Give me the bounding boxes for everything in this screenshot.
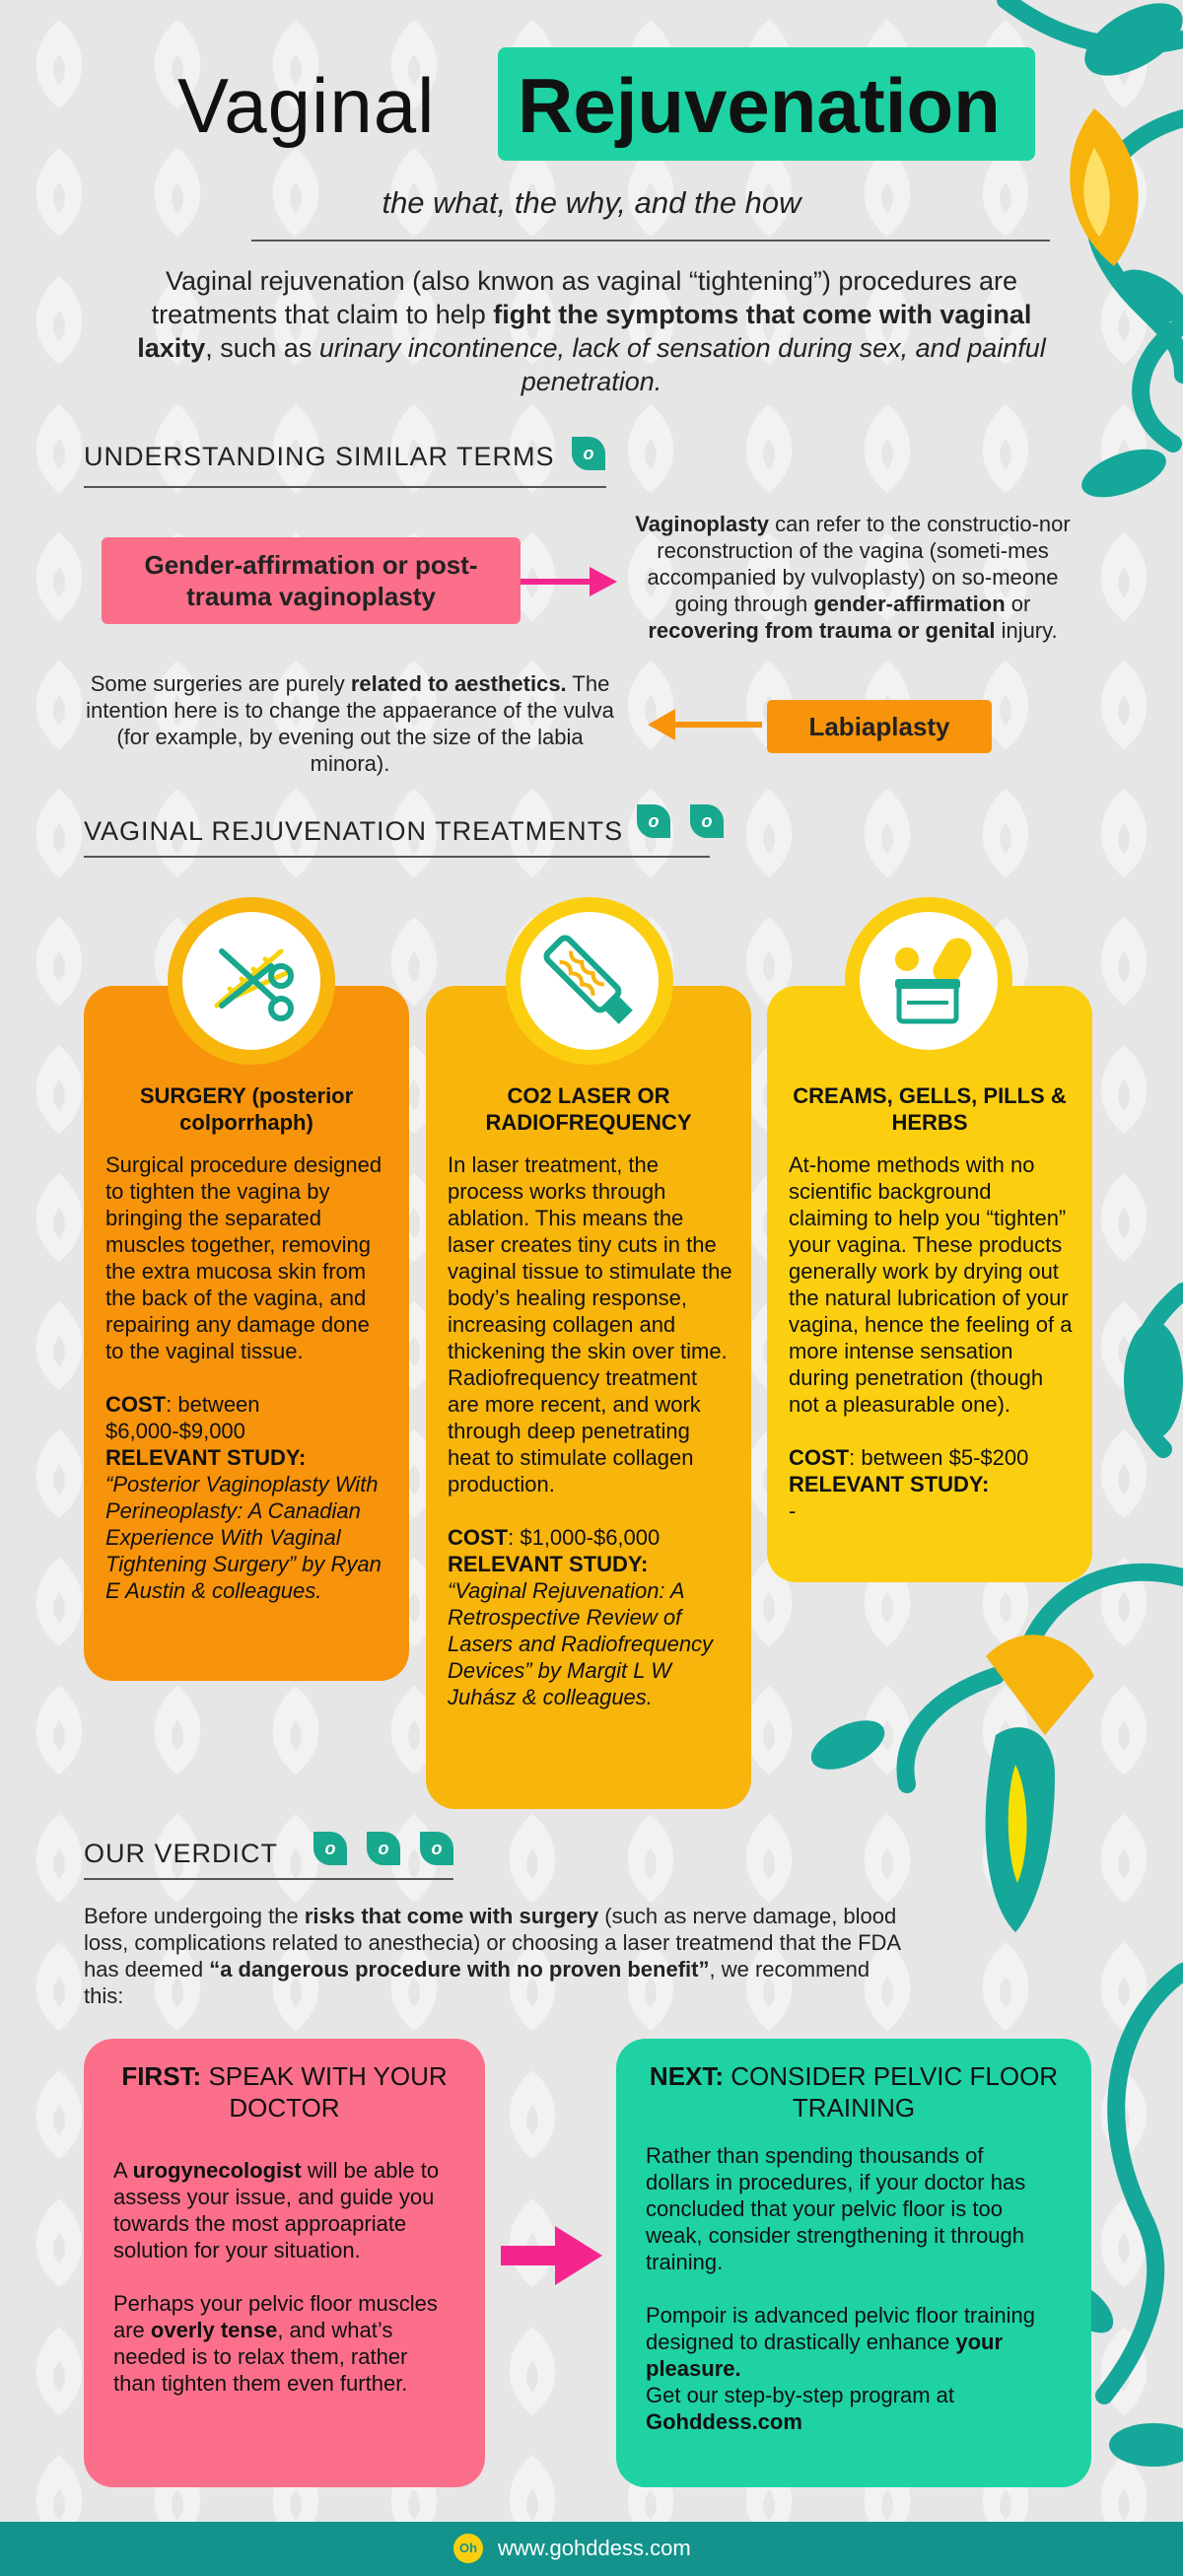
verdict-first-title: FIRST: SPEAK WITH YOUR DOCTOR	[121, 2061, 448, 2123]
treatment-card-creams	[767, 986, 1092, 1582]
card-body: In laser treatment, the process works through ablation. This means the laser creates tiny cuts in the vaginal tissue to stimulate the body’s healing response, increasing collagen and thickening the skin over time. Radiofrequency treatment are more recent, and work through deep penetrating heat to stimulate collagen production. COST: $1,000-$6,000 RELEVANT STUDY: “Vaginal Rejuvenation: A Retrospective Review of Lasers and Radiofrequency Devices” by Margit L W Juhász & colleagues.	[448, 1152, 732, 1709]
vaginoplasty-label: Gender-affirmation or post-trauma vaginoplasty	[102, 537, 521, 624]
treatment-card-surgery	[84, 986, 409, 1681]
leaf-icon: o	[367, 1832, 400, 1865]
brand-logo: Oh	[453, 2534, 483, 2563]
card-title: CO2 LASER OR RADIOFREQUENCY	[485, 1083, 692, 1135]
arrow-right-icon	[521, 562, 619, 601]
verdict-first-box	[84, 2039, 485, 2487]
laser-icon	[521, 912, 659, 1050]
page-title-part1: Vaginal	[177, 62, 436, 149]
leaf-icon: o	[690, 804, 724, 838]
card-title: CREAMS, GELLS, PILLS & HERBS	[793, 1083, 1067, 1135]
section-heading-verdict: OUR VERDICT	[84, 1839, 279, 1868]
labiaplasty-description: Some surgeries are purely related to aesthetics. The intention here is to change the appaerance of the vulva (for example, by evening out the size of the labia minora).	[86, 671, 614, 776]
arrow-left-icon	[646, 703, 764, 746]
subtitle-divider	[251, 240, 1050, 242]
section-divider	[84, 856, 710, 858]
leaf-icon: o	[420, 1832, 453, 1865]
intro-paragraph: Vaginal rejuvenation (also knwon as vaginal “tightening”) procedures are treatments that claim to help fight the symptoms that come with vaginal laxity, such as urinary incontinence, lack of sensation during sex, and painful penetration.	[137, 266, 1046, 396]
section-divider	[84, 1878, 453, 1880]
page-title-part2: Rejuvenation	[518, 62, 1001, 149]
card-body: Surgical procedure designed to tighten the vagina by bringing the separated muscles together, removing the extra mucosa skin from the back of the vagina, and repairing any damage done to the vaginal tissue. COST: between $6,000-$9,000 RELEVANT STUDY: “Posterior Vaginoplasty With Perineoplasty: A Canadian Experience With Vaginal Tightening Surgery” by Ryan E Austin & colleagues.	[105, 1152, 383, 1603]
page-subtitle: the what, the why, and the how	[382, 185, 801, 220]
section-divider	[84, 486, 606, 488]
arrow-right-icon	[501, 2226, 604, 2285]
vaginoplasty-description: Vaginoplasty can refer to the constructio-nor reconstruction of the vagina (someti-mes accompanied by vulvoplasty) on so-meone going through gender-affirmation or recovering from trauma or genital injury.	[635, 512, 1071, 643]
scissors-icon	[182, 912, 320, 1050]
pills-icon	[860, 912, 998, 1050]
verdict-intro: Before undergoing the risks that come with surgery (such as nerve damage, blood loss, complications related to anesthecia) or choosing a laser treatmend that the FDA has deemed “a dangerous procedure with no proven benefit”, we recommend this:	[84, 1904, 900, 2008]
verdict-next-body: Rather than spending thousands of dollars in procedures, if your doctor has concluded that your pelvic floor is too weak, consider strengthening it through training. Pompoir is advanced pelvic floor training designed to drastically enhance your pleasure. Get our step-by-step program at Gohddess.com	[646, 2143, 1035, 2434]
footer-url[interactable]: www.gohddess.com	[498, 2536, 691, 2560]
leaf-icon: o	[637, 804, 670, 838]
card-body: At-home methods with no scientific background claiming to help you “tighten” your vagina. These products generally work by drying out the natural lubrication of your vagina, hence the feeling of a more intense sensation during penetration (though not a pleasurable one). COST: between $5-$200 RELEVANT STUDY: -	[789, 1152, 1073, 1523]
treatment-card-laser	[426, 986, 751, 1809]
leaf-icon: o	[313, 1832, 347, 1865]
verdict-next-title: NEXT: CONSIDER PELVIC FLOOR TRAINING	[649, 2061, 1059, 2123]
leaf-icon: o	[572, 437, 605, 470]
card-title: SURGERY (posterior colporrhaph)	[139, 1083, 354, 1135]
labiaplasty-label: Labiaplasty	[767, 700, 992, 753]
section-heading-treatments: VAGINAL REJUVENATION TREATMENTS	[84, 816, 624, 846]
section-heading-terms: UNDERSTANDING SIMILAR TERMS	[84, 442, 555, 471]
verdict-first-body: A urogynecologist will be able to assess your issue, and guide you towards the most approapriate solution for your situation. Perhaps your pelvic floor muscles are overly tense, and what’s needed is to relax them, rather than tighten them even further.	[113, 2158, 440, 2396]
verdict-next-box	[616, 2039, 1091, 2487]
